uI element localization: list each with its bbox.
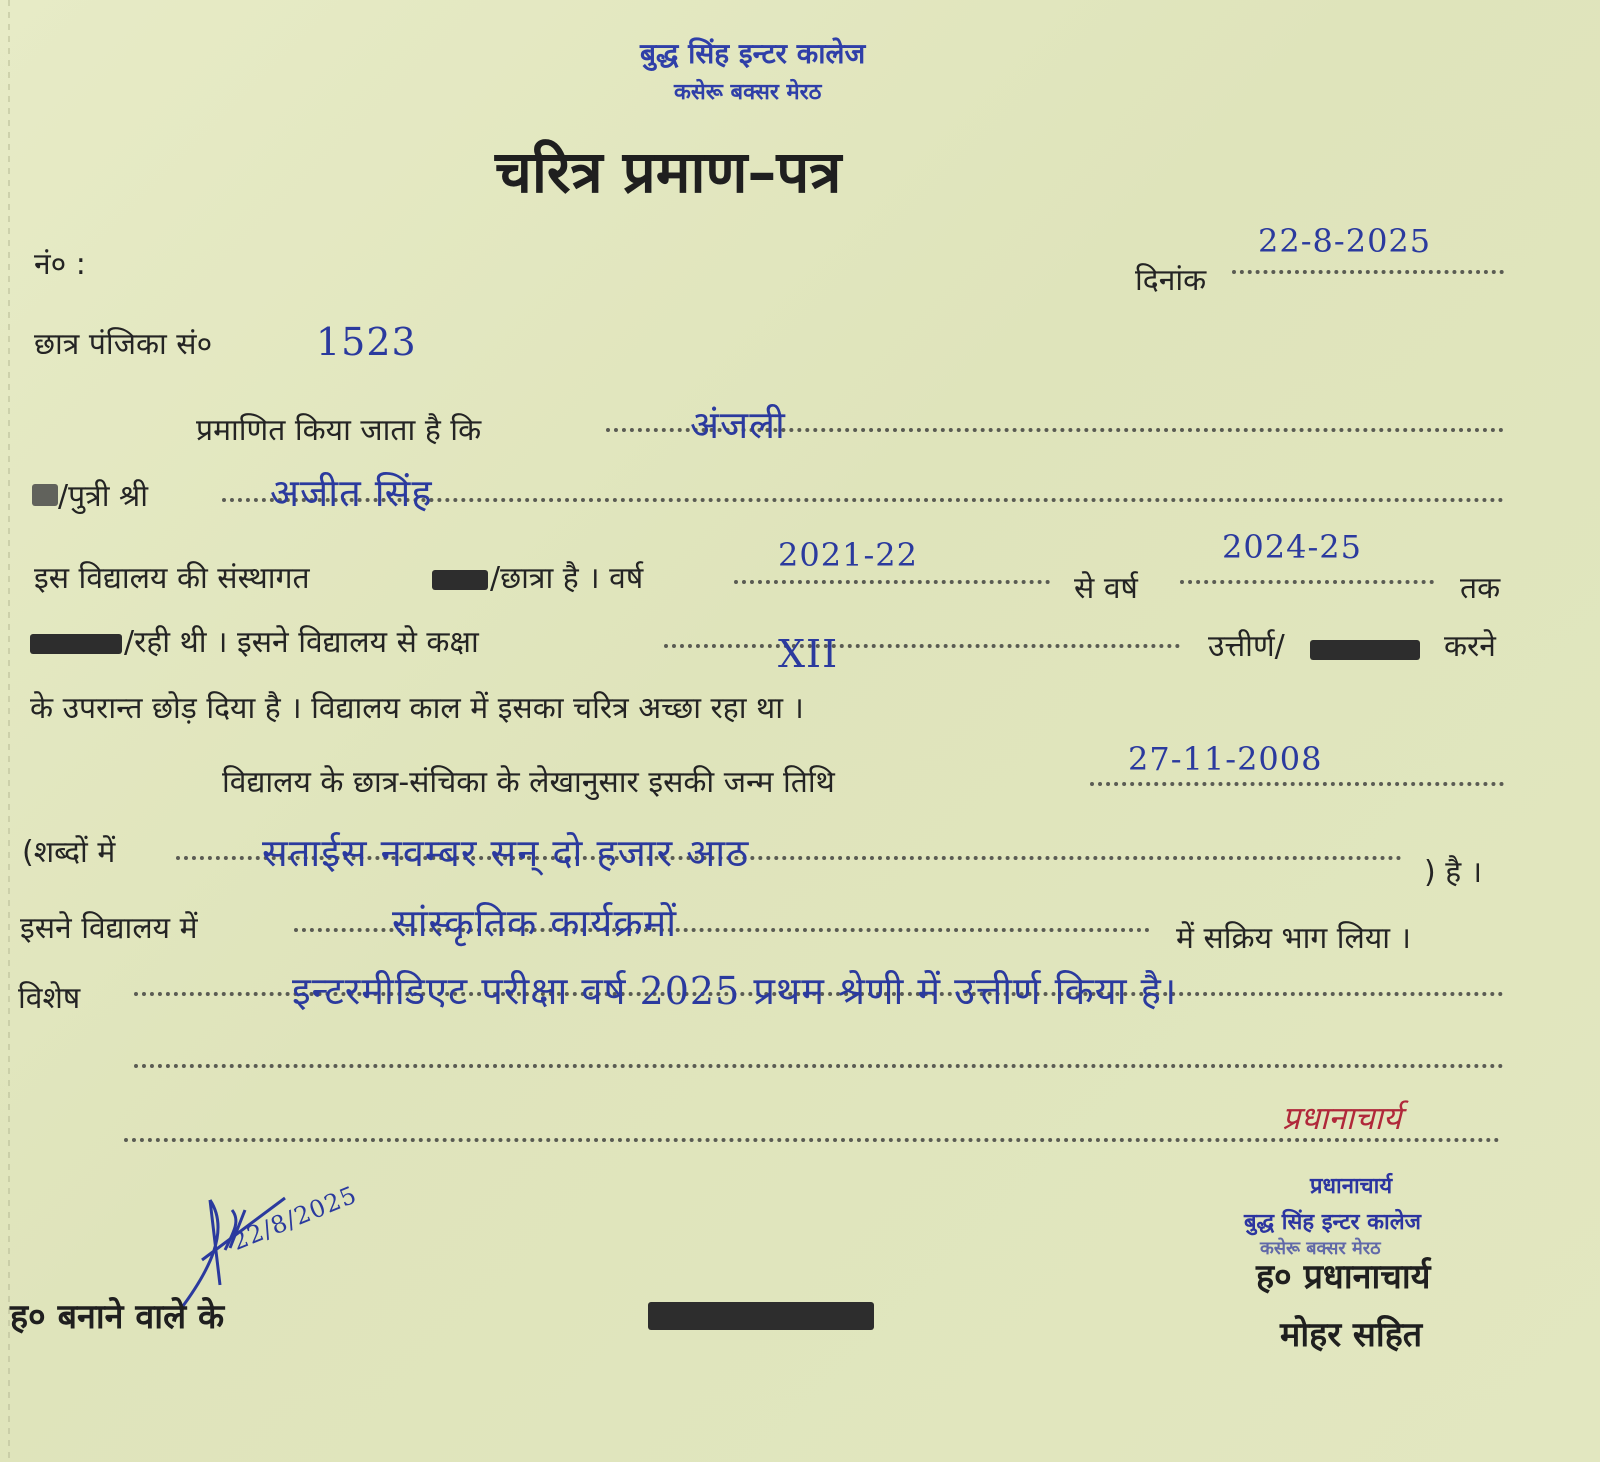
- student-suffix: /छात्रा है । वर्ष: [490, 561, 644, 596]
- words-open: (शब्दों में: [22, 835, 116, 870]
- stamp-address: कसेरू बक्सर मेरठ: [1260, 1238, 1381, 1259]
- redaction-mark: [32, 484, 58, 506]
- principal-sign-label: ह० प्रधानाचार्य: [1256, 1257, 1431, 1297]
- stamp-title: प्रधानाचार्य: [1310, 1174, 1393, 1199]
- year-from: 2021-22: [778, 536, 918, 574]
- activity-label: इसने विद्यालय में: [20, 911, 198, 946]
- stamp-school: बुद्ध सिंह इन्टर कालेज: [1244, 1210, 1422, 1235]
- dob-value: 27-11-2008: [1128, 740, 1323, 778]
- parent-label: /पुत्री श्री: [58, 479, 149, 514]
- class-dotted-line: [664, 644, 1180, 648]
- dob-words: सताईस नवम्बर सन् दो हजार आठ: [262, 831, 750, 875]
- year-to: 2024-25: [1222, 528, 1362, 566]
- year-to-dotted-line: [1180, 580, 1434, 584]
- parent-name: अजीत सिंह: [270, 471, 433, 515]
- date-value: 22-8-2025: [1258, 222, 1432, 260]
- passed-label: उत्तीर्ण/: [1208, 629, 1285, 664]
- class-value: XII: [778, 632, 839, 676]
- school-address: कसेरू बक्सर मेरठ: [674, 80, 822, 105]
- redacted-name: [648, 1302, 874, 1330]
- institution-label: इस विद्यालय की संस्थागत: [34, 561, 310, 596]
- redaction-mark: [1310, 640, 1420, 660]
- special-dotted-line-2: [134, 1064, 1504, 1068]
- maker-date: 22/8/2025: [228, 1180, 361, 1256]
- year-to-label: से वर्ष: [1074, 571, 1138, 606]
- activity-suffix: में सक्रिय भाग लिया ।: [1176, 921, 1411, 956]
- principal-signature: प्रधानाचार्य: [1282, 1099, 1402, 1137]
- words-close: ) है ।: [1424, 855, 1483, 890]
- special-value: इन्टरमीडिएट परीक्षा वर्ष 2025 प्रथम श्रेणी में उत्तीर्ण किया है।: [292, 969, 1178, 1013]
- activity-value: सांस्कृतिक कार्यक्रमों: [392, 901, 678, 945]
- dob-label: विद्यालय के छात्र-संचिका के लेखानुसार इसकी जन्म तिथि: [222, 765, 835, 800]
- register-label: छात्र पंजिका सं०: [34, 327, 213, 362]
- date-label: दिनांक: [1135, 263, 1207, 298]
- certify-label: प्रमाणित किया जाता है कि: [196, 413, 482, 448]
- special-label: विशेष: [18, 981, 81, 1016]
- register-value: 1523: [316, 320, 417, 364]
- maker-label: ह० बनाने वाले के: [10, 1297, 225, 1337]
- school-name: बुद्ध सिंह इन्टर कालेज: [640, 37, 866, 70]
- until-label: तक: [1460, 571, 1501, 606]
- redaction-mark: [432, 570, 488, 590]
- certificate-title: चरित्र प्रमाण–पत्र: [495, 138, 842, 206]
- dob-dotted-line: [1090, 782, 1504, 786]
- do-label: करने: [1444, 629, 1496, 664]
- year-from-dotted-line: [734, 580, 1050, 584]
- student-name: अंजली: [690, 403, 786, 447]
- number-label: नं० :: [34, 247, 86, 282]
- perforated-edge: [8, 0, 10, 1462]
- redaction-mark: [30, 634, 122, 654]
- left-line: के उपरान्त छोड़ दिया है । विद्यालय काल में इसका चरित्र अच्छा रहा था ।: [30, 691, 804, 726]
- seal-label: मोहर सहित: [1280, 1315, 1423, 1355]
- date-dotted-line: [1232, 270, 1504, 274]
- stayed-label: /रही थी । इसने विद्यालय से कक्षा: [124, 625, 479, 660]
